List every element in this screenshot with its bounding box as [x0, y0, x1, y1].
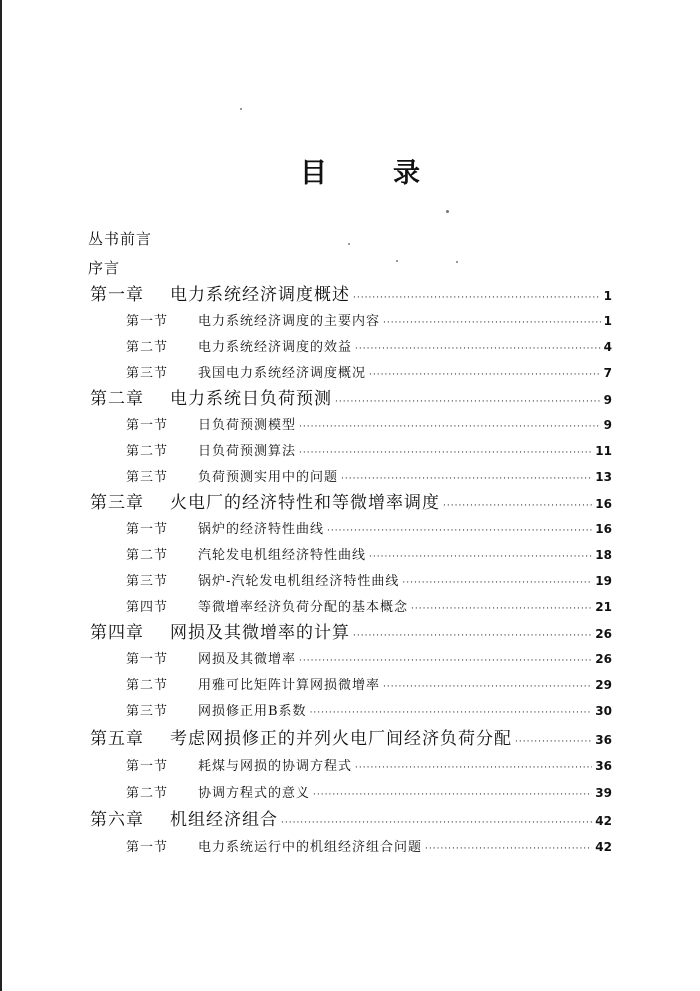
section-title: 电力系统运行中的机组经济组合问题 — [198, 840, 423, 855]
dot-leader — [335, 391, 601, 410]
chapter-number: 第四章 — [90, 623, 144, 643]
dot-leader — [353, 287, 601, 306]
page-number: 29 — [595, 678, 612, 692]
toc-chapter-3[interactable] — [90, 492, 612, 514]
section-title: 网损及其微增率 — [198, 652, 297, 667]
dot-leader — [383, 676, 592, 696]
page-number: 26 — [595, 627, 612, 641]
dot-leader — [355, 338, 601, 358]
dot-leader — [327, 520, 592, 540]
page-number: 9 — [603, 418, 612, 432]
chapter-title: 机组经济组合 — [170, 810, 278, 830]
scan-speck — [396, 260, 398, 262]
dot-leader — [299, 650, 592, 670]
page-number: 19 — [595, 574, 612, 588]
chapter-title: 网损及其微增率的计算 — [170, 623, 350, 643]
section-number: 第四节 — [126, 600, 169, 615]
toc-section-2-3[interactable] — [126, 466, 612, 488]
page-number: 36 — [595, 759, 612, 773]
title-char: 录 — [393, 157, 420, 189]
toc-section-3-4[interactable] — [126, 596, 612, 618]
toc-section-3-2[interactable] — [126, 544, 612, 566]
toc-section-6-1[interactable] — [126, 836, 612, 858]
page-edge — [0, 0, 2, 991]
section-title: 日负荷预测模型 — [198, 418, 297, 433]
section-number: 第二节 — [126, 340, 169, 355]
dot-leader — [353, 625, 592, 644]
dot-leader — [299, 416, 601, 436]
dot-leader — [383, 312, 601, 332]
toc-chapter-6[interactable] — [90, 809, 612, 831]
toc-section-1-2[interactable] — [126, 336, 612, 358]
toc-section-3-3[interactable] — [126, 570, 612, 592]
page-number: 7 — [603, 366, 612, 380]
toc-entry-series-preface[interactable]: 丛书前言 — [88, 230, 153, 248]
dot-leader — [402, 572, 592, 592]
dot-leader — [411, 598, 592, 618]
toc-chapter-4[interactable] — [90, 622, 612, 644]
page-number: 30 — [595, 704, 612, 718]
chapter-title: 火电厂的经济特性和等微增率调度 — [170, 493, 440, 513]
title-char: 目 — [300, 157, 327, 189]
section-number: 第一节 — [126, 522, 169, 537]
dot-leader — [369, 364, 601, 384]
section-title: 电力系统经济调度的主要内容 — [198, 314, 381, 329]
toc-section-1-3[interactable] — [126, 362, 612, 384]
chapter-number: 第三章 — [90, 493, 144, 513]
page-number: 21 — [595, 600, 612, 614]
page-number: 4 — [603, 340, 612, 354]
chapter-number: 第六章 — [90, 810, 144, 830]
dot-leader — [313, 784, 592, 804]
dot-leader — [425, 838, 592, 858]
page-number: 9 — [603, 393, 612, 407]
toc-chapter-1[interactable] — [90, 284, 612, 306]
section-number: 第一节 — [126, 840, 169, 855]
section-number: 第一节 — [126, 652, 169, 667]
page-number: 42 — [595, 814, 612, 828]
dot-leader — [299, 442, 592, 462]
scan-speck — [348, 243, 350, 245]
toc-chapter-2[interactable] — [90, 388, 612, 410]
page-number: 18 — [595, 548, 612, 562]
dot-leader — [515, 731, 592, 750]
dot-leader — [443, 495, 592, 514]
page-number: 39 — [595, 786, 612, 800]
section-title: 负荷预测实用中的问题 — [198, 470, 339, 485]
page-number: 11 — [595, 444, 612, 458]
section-title: 汽轮发电机组经济特性曲线 — [198, 548, 367, 563]
toc-section-5-2[interactable] — [126, 782, 612, 804]
scan-speck — [456, 261, 458, 263]
page-number: 16 — [595, 522, 612, 536]
page-number: 1 — [603, 289, 612, 303]
dot-leader — [281, 812, 592, 831]
section-number: 第二节 — [126, 678, 169, 693]
chapter-title: 电力系统经济调度概述 — [170, 285, 350, 305]
section-number: 第一节 — [126, 418, 169, 433]
section-title: 协调方程式的意义 — [198, 786, 311, 801]
toc-section-1-1[interactable] — [126, 310, 612, 332]
toc-section-3-1[interactable] — [126, 518, 612, 540]
dot-leader — [310, 702, 593, 722]
chapter-number: 第一章 — [90, 285, 144, 305]
page-number: 42 — [595, 840, 612, 854]
dot-leader — [355, 757, 592, 777]
toc-section-2-2[interactable] — [126, 440, 612, 462]
dot-leader — [369, 546, 592, 566]
scan-speck — [446, 210, 449, 213]
toc-chapter-5[interactable] — [90, 728, 612, 750]
chapter-title: 考虑网损修正的并列火电厂间经济负荷分配 — [170, 729, 512, 749]
page-title — [300, 150, 420, 190]
section-number: 第一节 — [126, 314, 169, 329]
section-number: 第三节 — [126, 366, 169, 381]
section-title: 我国电力系统经济调度概况 — [198, 366, 367, 381]
chapter-title: 电力系统日负荷预测 — [170, 389, 332, 409]
page-number: 13 — [595, 470, 612, 484]
section-title: 用雅可比矩阵计算网损微增率 — [198, 678, 381, 693]
page-number: 26 — [595, 652, 612, 666]
section-title: 锅炉-汽轮发电机组经济特性曲线 — [198, 574, 400, 589]
toc-section-2-1[interactable] — [126, 414, 612, 436]
section-number: 第一节 — [126, 759, 169, 774]
dot-leader — [341, 468, 592, 488]
page-number: 16 — [595, 497, 612, 511]
section-number: 第二节 — [126, 548, 169, 563]
chapter-number: 第二章 — [90, 389, 144, 409]
toc-section-4-1[interactable] — [126, 648, 612, 670]
section-title: 锅炉的经济特性曲线 — [198, 522, 325, 537]
section-title: 耗煤与网损的协调方程式 — [198, 759, 353, 774]
section-title: 网损修正用B系数 — [198, 704, 307, 719]
section-number: 第三节 — [126, 574, 169, 589]
scan-speck — [240, 108, 242, 110]
section-title: 电力系统经济调度的效益 — [198, 340, 353, 355]
section-number: 第二节 — [126, 786, 169, 801]
section-number: 第二节 — [126, 444, 169, 459]
chapter-number: 第五章 — [90, 729, 144, 749]
section-number: 第三节 — [126, 470, 169, 485]
page-number: 1 — [603, 314, 612, 328]
toc-section-4-3[interactable] — [126, 700, 612, 722]
section-title: 日负荷预测算法 — [198, 444, 297, 459]
section-title: 等微增率经济负荷分配的基本概念 — [198, 600, 409, 615]
section-number: 第三节 — [126, 704, 169, 719]
toc-section-4-2[interactable] — [126, 674, 612, 696]
toc-entry-preface[interactable]: 序言 — [88, 259, 121, 277]
toc-section-5-1[interactable] — [126, 755, 612, 777]
page-number: 36 — [595, 733, 612, 747]
